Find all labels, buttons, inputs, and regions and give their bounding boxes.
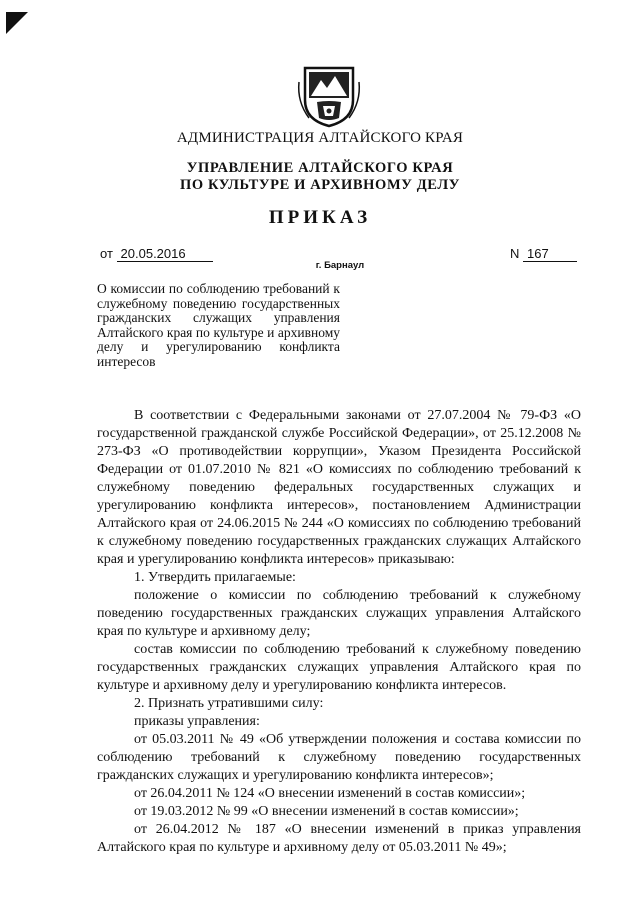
department-line-1: УПРАВЛЕНИЕ АЛТАЙСКОГО КРАЯ (186, 160, 454, 176)
date-value: 20.05.2016 (117, 246, 213, 262)
city-label: г. Барнаул (315, 260, 365, 271)
number-prefix: N (510, 246, 520, 261)
body-paragraph: от 26.04.2011 № 124 «О внесении изменений в состав комиссии»; (134, 786, 526, 801)
number-value: 167 (523, 246, 577, 262)
department-title (0, 160, 640, 194)
preamble-paragraph: В соответствии с Федеральными законами от 27.07.2004 № 79-ФЗ «О государственной гражданской службе Российской Федерации», от 25.12.2008 № 273-ФЗ «О противодействии коррупции», Указом Президента Российской Федерации от 01.07.2010 № 821 «О комиссиях по соблюдению требований к служебному поведению федеральных государственных служащих и урегулированию конфликта интересов», постановлением Администрации Алтайского края от 24.06.2015 № 244 «О комиссиях по соблюдению требований к служебному поведению государственных гражданских служащих Алтайского края и урегулированию конфликта интересов» приказываю: (97, 408, 581, 567)
body-paragraph: 2. Признать утратившими силу: (134, 696, 324, 711)
date-prefix: от (100, 246, 113, 261)
body-paragraph: от 05.03.2011 № 49 «Об утверждении положения и состава комиссии по соблюдению требований к служебному поведению государственных гражданских служащих и урегулированию конфликта интересов»; (97, 732, 581, 783)
document-type: ПРИКАЗ (268, 207, 372, 228)
department-line-2: ПО КУЛЬТУРЕ И АРХИВНОМУ ДЕЛУ (180, 177, 460, 193)
body-paragraph: положение о комиссии по соблюдению требований к служебному поведению государственных гражданских служащих управления Алтайского края по культуре и архивному делу; (97, 588, 581, 639)
body-paragraph: состав комиссии по соблюдению требований к служебному поведению государственных гражданских служащих управления Алтайского края по культуре и архивному делу и урегулированию конфликта интересов. (97, 642, 581, 693)
altai-krai-coat-of-arms-icon (295, 62, 363, 130)
body-paragraph: от 26.04.2012 № 187 «О внесении изменений в приказ управления Алтайского края по культуре и архивному делу от 05.03.2011 № 49»; (97, 822, 581, 855)
order-body (97, 407, 581, 857)
body-paragraph: приказы управления: (134, 714, 260, 729)
body-paragraph: 1. Утвердить прилагаемые: (134, 570, 296, 585)
body-paragraph: от 19.03.2012 № 99 «О внесении изменений в состав комиссии»; (134, 804, 519, 819)
administration-title: АДМИНИСТРАЦИЯ АЛТАЙСКОГО КРАЯ (176, 130, 464, 146)
order-subject: О комиссии по соблюдению требований к служебному поведению государственных гражданских служащих управления Алтайского края по культуре и архивному делу и урегулированию конфликта интересов (97, 281, 340, 369)
scan-corner-mark (6, 12, 28, 34)
